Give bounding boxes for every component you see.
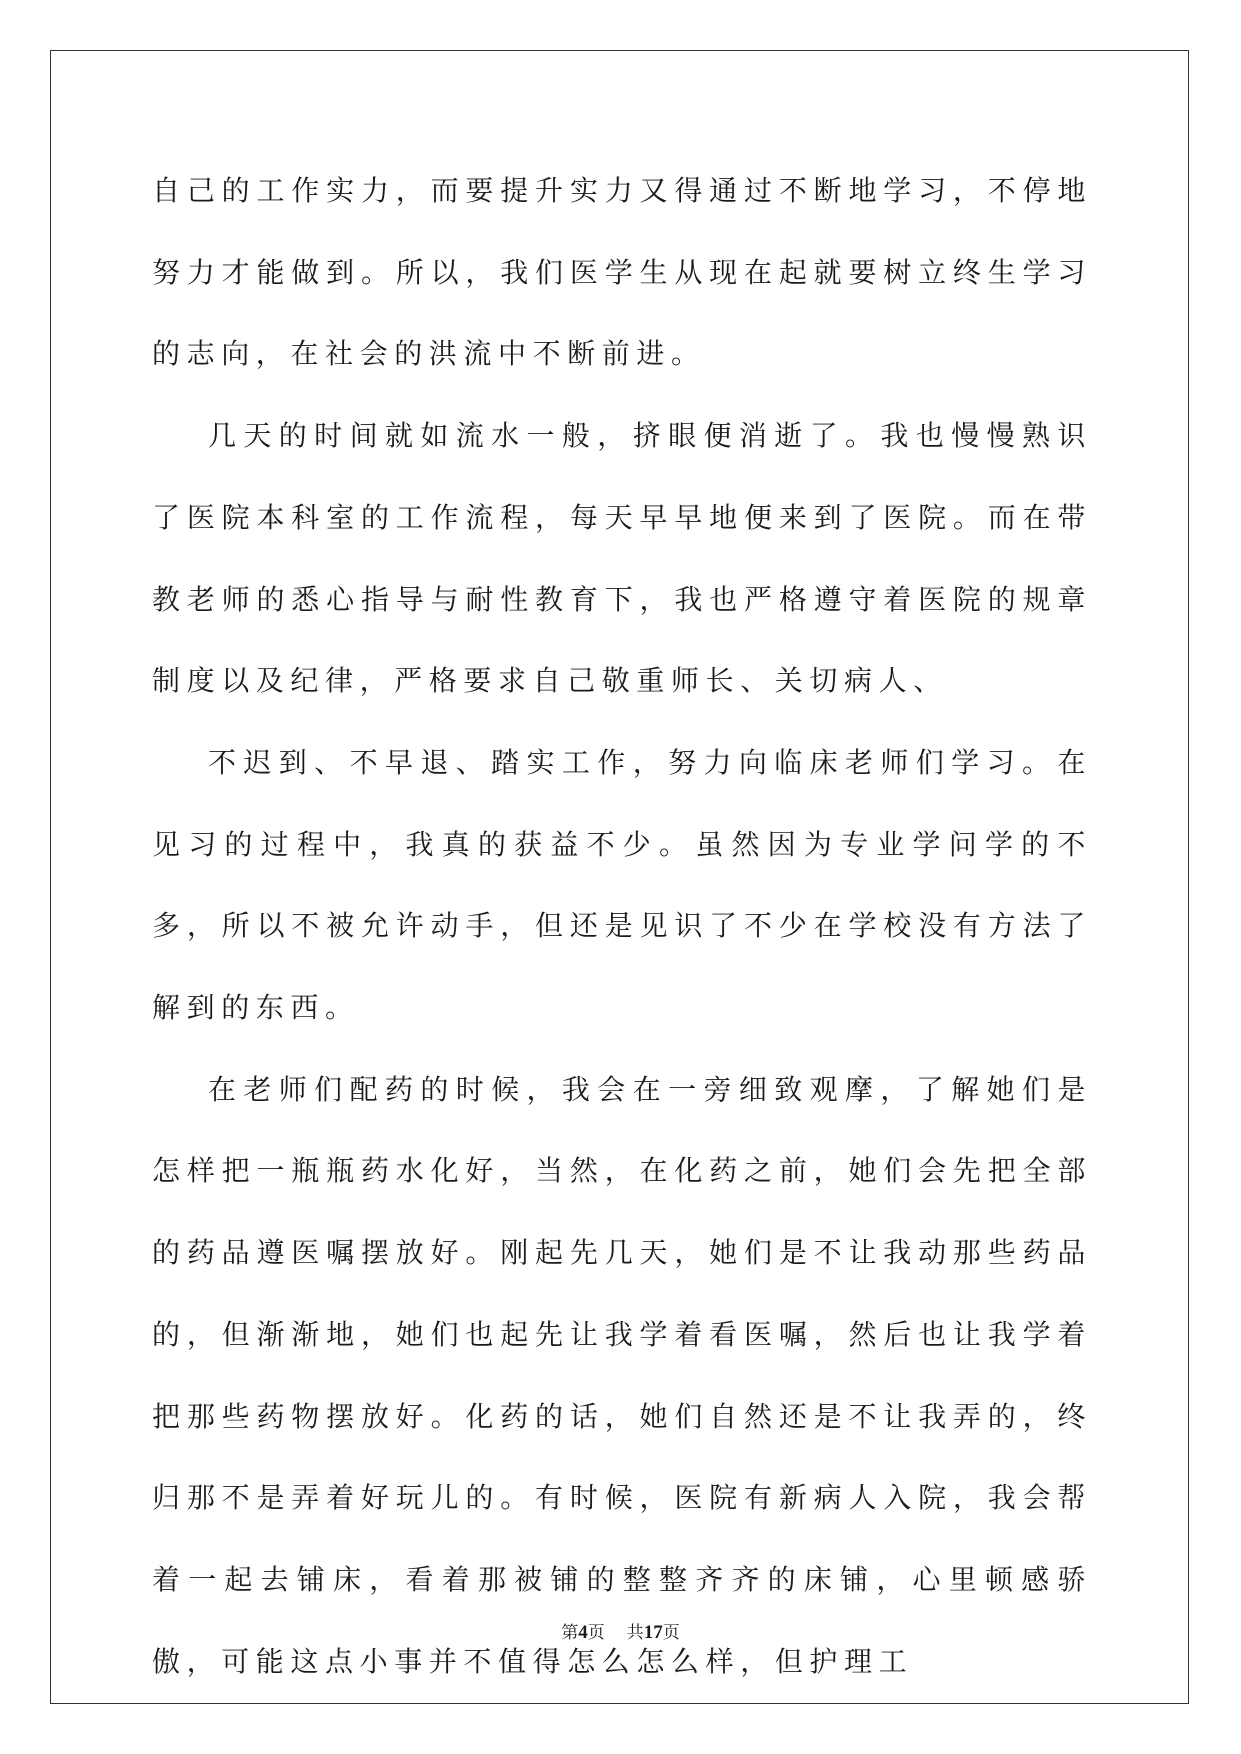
footer-total-prefix: 共 bbox=[626, 1623, 644, 1643]
paragraph-3: 不迟到、不早退、踏实工作，努力向临床老师们学习。在见习的过程中，我真的获益不少。虽然因为专业学问学的不多，所以不被允许动手，但还是见识了不少在学校没有方法了解到的东西。 bbox=[152, 745, 1092, 1025]
paragraph-1: 自己的工作实力，而要提升实力又得通过不断地学习，不停地努力才能做到。所以，我们医学生从现在起就要树立终生学习的志向，在社会的洪流中不断前进。 bbox=[152, 174, 1092, 371]
paragraph-4: 在老师们配药的时候，我会在一旁细致观摩，了解她们是怎样把一瓶瓶药水化好，当然，在化药之前，她们会先把全部的药品遵医嘱摆放好。刚起先几天，她们是不让我动那些药品的，但渐渐地，她们也起先让我学着看医嘱，然后也让我学着把那些药物摆放好。化药的话，她们自然还是不让我弄的，终归那不是弄着好玩儿的。有时候，医院有新病人入院，我会帮着一起去铺床，看着那被铺的整整齐齐的床铺，心里顿感骄傲，可能这点小事并不值得怎么怎么样，但护理工 bbox=[152, 1072, 1092, 1678]
footer-prefix: 第 bbox=[561, 1623, 579, 1643]
document-body bbox=[152, 150, 1092, 1702]
total-page-number: 17 bbox=[643, 1622, 663, 1643]
current-page-number: 4 bbox=[578, 1622, 588, 1643]
footer-total-suffix: 页 bbox=[662, 1623, 680, 1643]
page-footer bbox=[0, 1618, 1241, 1644]
paragraph-2: 几天的时间就如流水一般，挤眼便消逝了。我也慢慢熟识了医院本科室的工作流程，每天早早地便来到了医院。而在带教老师的悉心指导与耐性教育下，我也严格遵守着医院的规章制度以及纪律，严格要求自己敬重师长、关切病人、 bbox=[152, 419, 1092, 698]
footer-page-word: 页 bbox=[587, 1623, 605, 1643]
